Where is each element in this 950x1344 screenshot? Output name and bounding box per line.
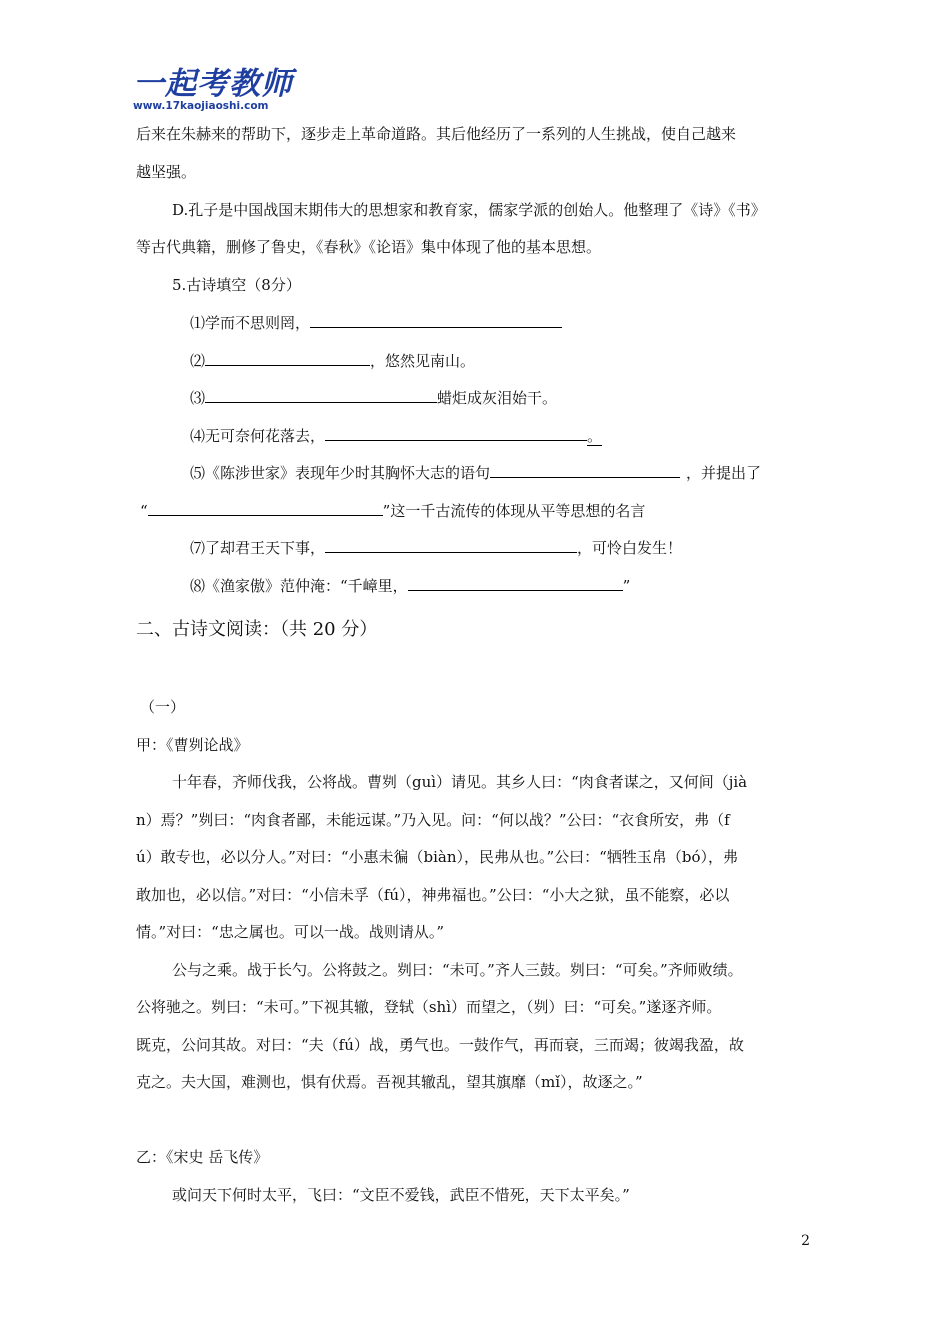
q5-item-8-tail: ” [622, 577, 631, 595]
option-d-line-1: D.孔子是中国战国末期伟大的思想家和教育家，儒家学派的创始人。他整理了《诗》《书》 [172, 201, 766, 219]
page-number: 2 [801, 1233, 810, 1249]
answer-blank[interactable] [490, 462, 680, 478]
q5-item-4-end: 。 [587, 427, 603, 445]
answer-blank[interactable] [325, 425, 587, 441]
paragraph-line: 十年春，齐师伐我，公将战。曹刿（guì）请见。其乡人曰：“肉食者谋之，又何间（jià [172, 773, 748, 791]
q5-item-8-text: ⑻《渔家傲》范仲淹：“千嶂里， [190, 577, 408, 595]
q5-item-4-text: ⑷无可奈何花落去， [190, 427, 326, 445]
q5-item-7-tail: ，可怜白发生！ [577, 539, 683, 557]
q5-item-2-text: ，悠然见南山。 [370, 352, 476, 370]
paragraph-line: 公将驰之。刿曰：“未可。”下视其辙，登轼（shì）而望之，（刿）曰：“可矣。”遂逐齐师。 [136, 998, 722, 1016]
answer-blank[interactable] [148, 500, 383, 516]
paragraph-line: 克之。夫大国，难测也，惧有伏焉。吾视其辙乱，望其旗靡（mǐ），故逐之。” [136, 1073, 643, 1091]
q5-item-3-num: ⑶ [190, 389, 206, 407]
q5-item-3-text: 蜡炬成灰泪始干。 [437, 389, 558, 407]
paragraph-line: 或问天下何时太平，飞曰：“文臣不爱钱，武臣不惜死，天下太平矣。” [172, 1186, 630, 1204]
q5-item-5-cont [140, 500, 645, 521]
q5-item-1-text: ⑴学而不思则罔， [190, 314, 311, 332]
answer-blank[interactable] [205, 387, 437, 403]
option-c-line-2: 越坚强。 [136, 163, 197, 181]
q5-item-7 [190, 537, 682, 558]
q5-item-5-text: ⑸《陈涉世家》表现年少时其胸怀大志的语句 [190, 464, 491, 482]
q5-title: 5.古诗填空（8分） [172, 276, 301, 294]
option-d-line-2: 等古代典籍，删修了鲁史，《春秋》《论语》集中体现了他的基本思想。 [136, 238, 602, 256]
text-yi-title: 乙：《宋史 岳飞传》 [136, 1148, 269, 1166]
q5-item-3 [190, 387, 557, 408]
q5-item-2 [190, 350, 475, 371]
q5-item-8 [190, 575, 630, 596]
paragraph-line: 敢加也，必以信。”对曰：“小信未孚（fú），神弗福也。”公曰：“小大之狱，虽不能察，必以 [136, 886, 730, 904]
q5-item-5-cont-text: ”这一千古流传的体现从平等思想的名言 [382, 502, 646, 520]
option-c-line-1: 后来在朱赫来的帮助下，逐步走上革命道路。其后他经历了一系列的人生挑战，使自己越来 [136, 125, 737, 143]
paragraph-line: ú）敢专也，必以分人。”对曰：“小惠未徧（biàn），民弗从也。”公曰：“牺牲玉帛（bó），弗 [136, 848, 738, 866]
text-jia-title: 甲：《曹刿论战》 [136, 736, 249, 754]
answer-blank[interactable] [205, 350, 370, 366]
q5-item-1 [190, 312, 562, 333]
paragraph-line: 情。”对曰：“忠之属也。可以一战。战则请从。” [136, 923, 445, 941]
q5-item-4 [190, 425, 602, 446]
brand-logo [133, 68, 303, 112]
q5-item-5 [190, 462, 761, 483]
answer-blank[interactable] [310, 312, 562, 328]
open-quote: “ [140, 502, 148, 520]
logo-text: 一起考教师 [133, 66, 293, 102]
q5-item-7-text: ⑺了却君王天下事， [190, 539, 326, 557]
paragraph-line: n）焉？”刿曰：“肉食者鄙，未能远谋。”乃入见。问：“何以战？”公曰：“衣食所安，弗（f [136, 811, 730, 829]
q5-item-2-num: ⑵ [190, 352, 206, 370]
q5-item-5-tail: ，并提出了 [686, 464, 762, 482]
paragraph-line: 公与之乘。战于长勺。公将鼓之。刿曰：“未可。”齐人三鼓。刿曰：“可矣。”齐师败绩。 [172, 961, 743, 979]
logo-url: www.17kaojiaoshi.com [133, 100, 269, 112]
part-label: （一） [140, 698, 186, 716]
answer-blank[interactable] [325, 537, 577, 553]
paragraph-line: 既克，公问其故。对曰：“夫（fú）战，勇气也。一鼓作气，再而衰，三而竭；彼竭我盈，故 [136, 1036, 744, 1054]
answer-blank[interactable] [408, 575, 623, 591]
section-2-title: 二、古诗文阅读：（共 20 分） [136, 619, 378, 640]
